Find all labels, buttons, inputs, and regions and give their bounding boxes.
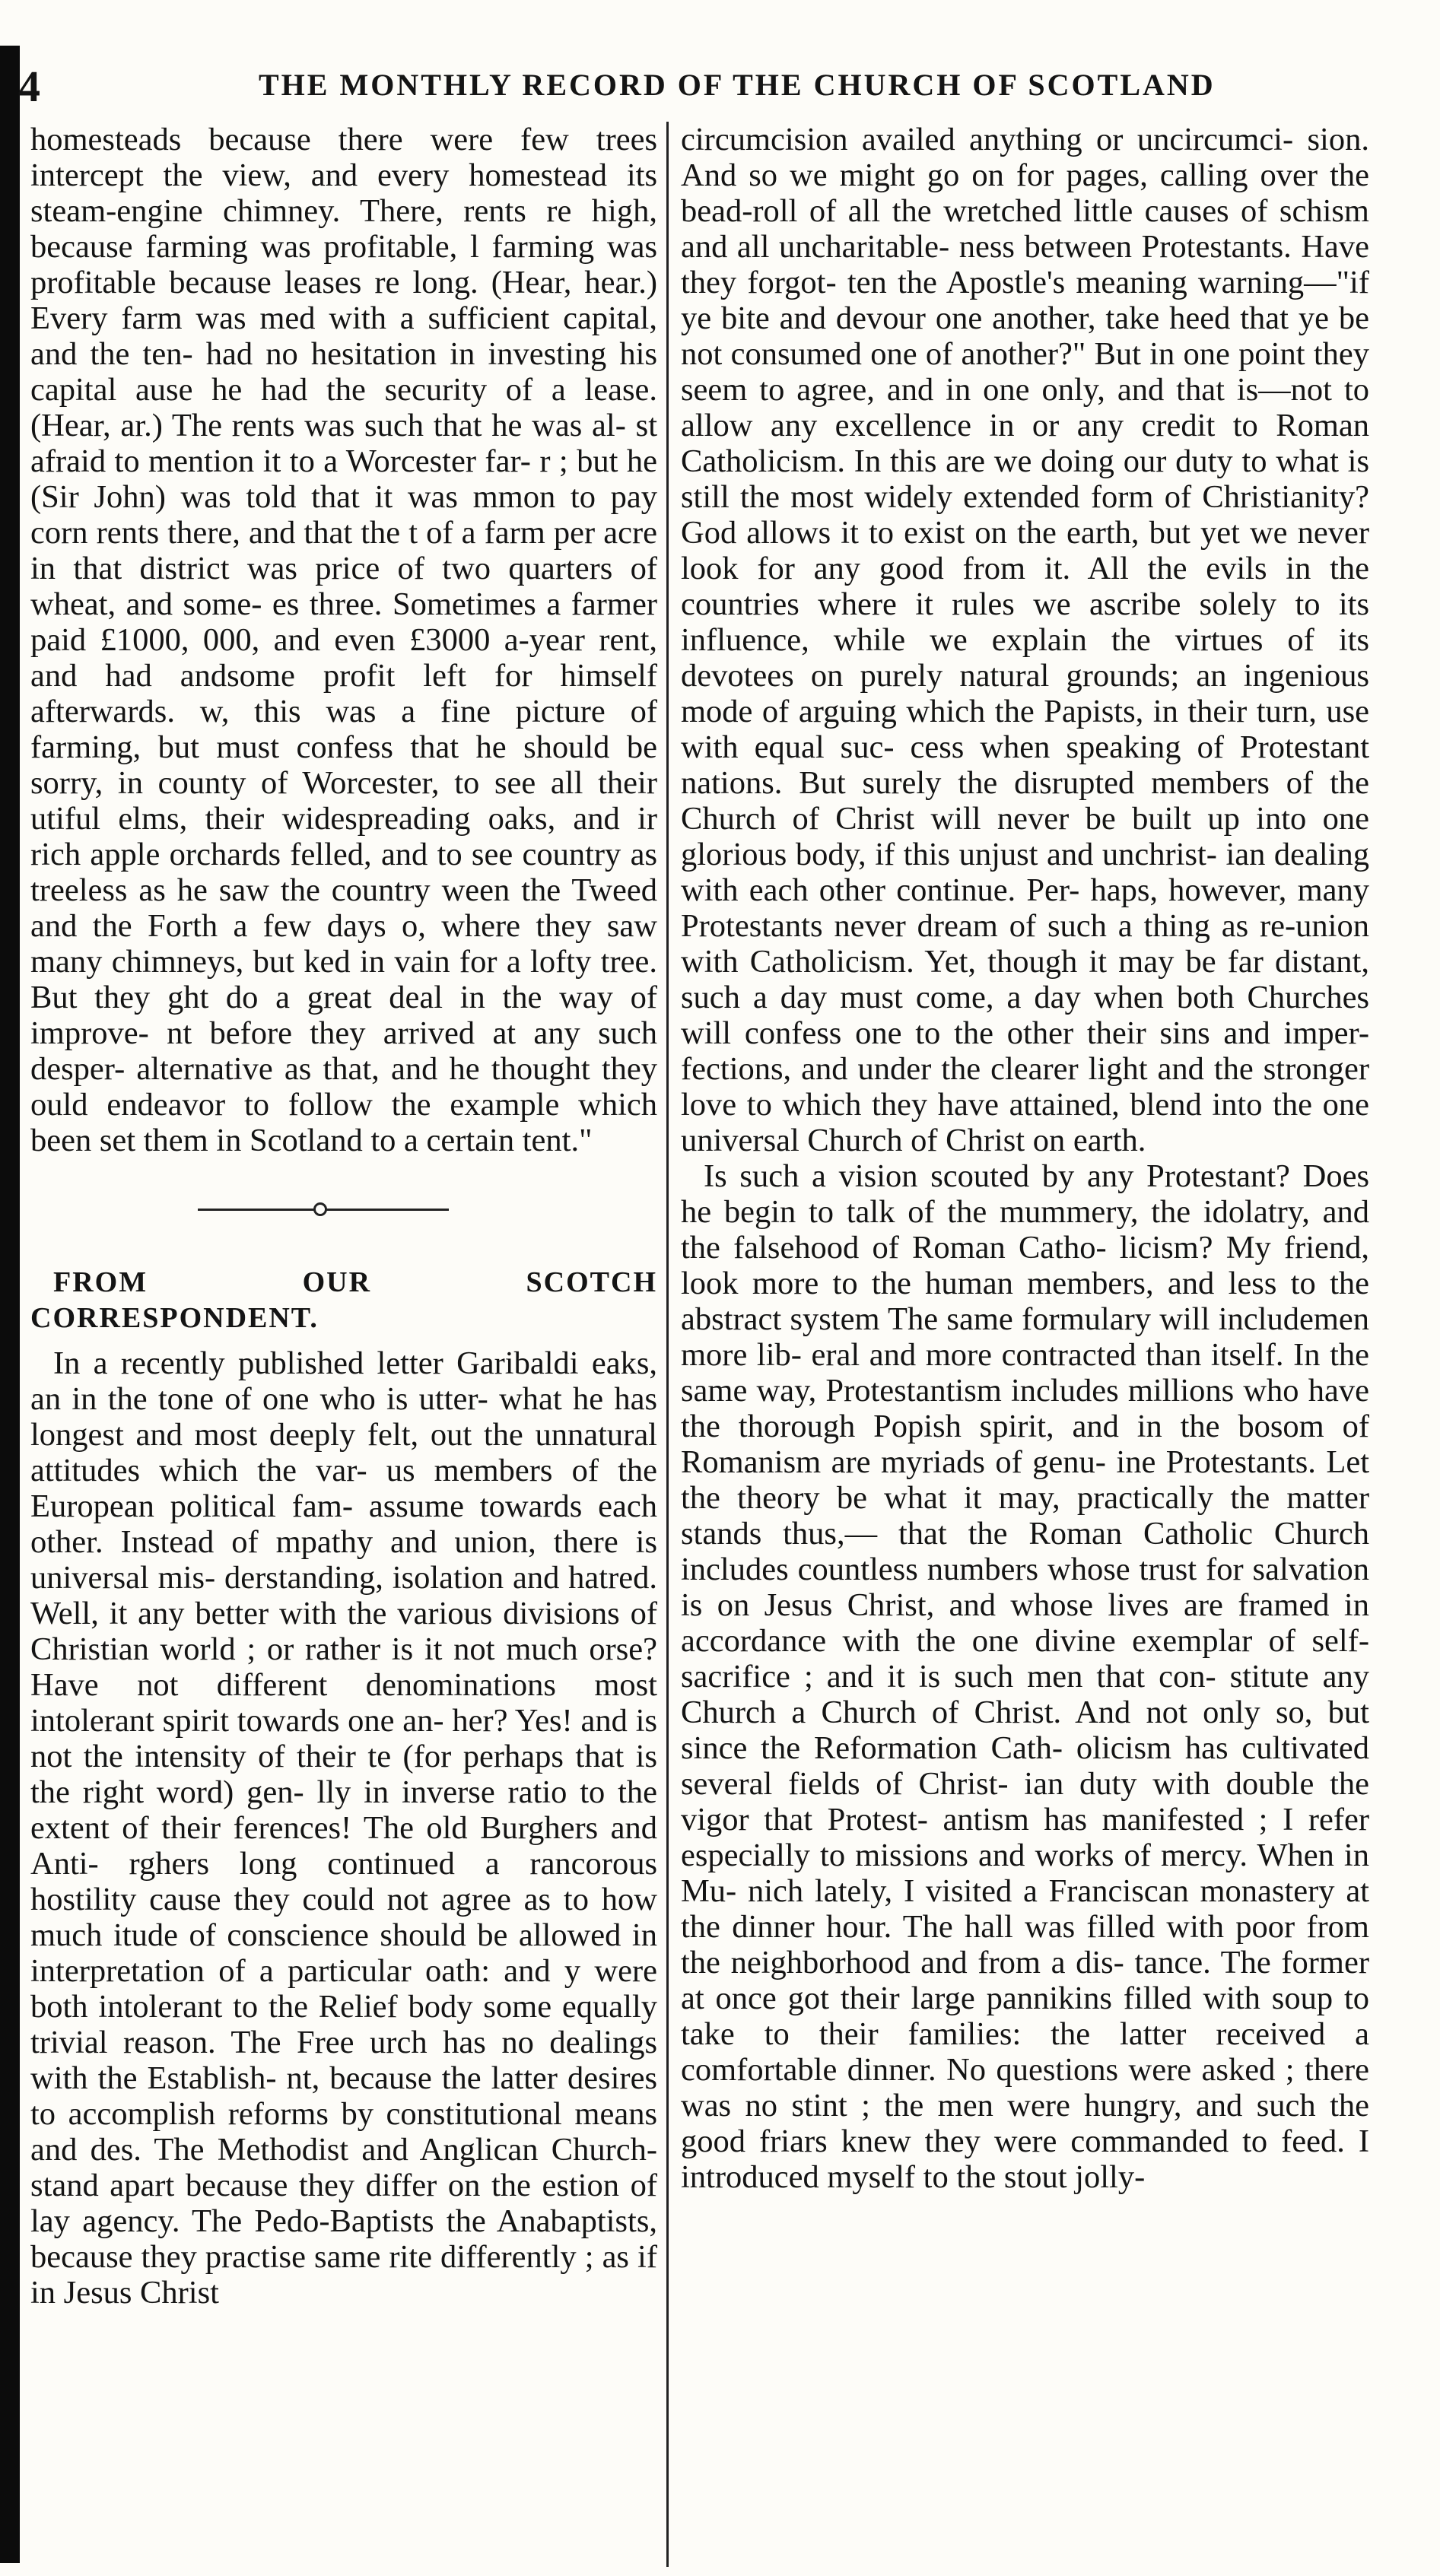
- page-edge-shadow: [0, 46, 20, 2563]
- right-paragraph-1: circumcision availed anything or uncircumci- sion. And so we might go on for pages, calling over the bead-roll of all the wretched little causes of schism and all uncharitable- ness between Protestants. Have they forgot- ten the Apostle's meaning warning—"if ye bite and devour one another, take heed that ye be not consumed one of another?" But in one point they seem to agree, and in one only, and that is—not to allow any excellence in or any credit to Roman Catholicism. In this are we doing our duty to what is still the most widely extended form of Christianity? God allows it to exist on the earth, but yet we never look for any good from it. All the evils in the countries where it rules we ascribe solely to its influence, while we explain the virtues of its devotees on purely natural grounds; an ingenious mode of arguing which the Papists, in their turn, use with equal suc- cess when speaking of Protestant nations. But surely the disrupted members of the Church of Christ will never be built up into one glorious body, if this unjust and unchrist- ian dealing with each other continue. Per- haps, however, many Protestants never dream of such a thing as re-union with Catholicism. Yet, though it may be far distant, such a day must come, a day when both Churches will confess one to the other their sins and imper- fections, and under the clearer light and the stronger love to which they have attained, blend into the one universal Church of Christ on earth.: [681, 122, 1369, 1158]
- left-paragraph-2: In a recently published letter Garibaldi eaks, an in the tone of one who is utter- what he has longest and most deeply felt, out the unnatural attitudes which the var- us members of the European political fam- assume towards each other. Instead of mpathy and union, there is universal mis- derstanding, isolation and hatred. Well, it any better with the various divisions of Christian world ; or rather is it not much orse? Have not different denominations most intolerant spirit towards one an- her? Yes! and is not the intensity of their te (for perhaps that is the right word) gen- lly in inverse ratio to the extent of their ferences! The old Burghers and Anti- rghers long continued a rancorous hostility cause they could not agree as to how much itude of conscience should be allowed in interpretation of a particular oath: and y were both intolerant to the Relief body some equally trivial reason. The Free urch has no dealings with the Establish- nt, because the latter desires to accomplish reforms by constitutional means and des. The Methodist and Anglican Church- stand apart because they differ on the estion of lay agency. The Pedo-Baptists the Anabaptists, because they practise same rite differently ; as if in Jesus Christ: [30, 1345, 657, 2311]
- left-paragraph-1: homesteads because there were few trees intercept the view, and every homestead its steam-engine chimney. There, rents re high, because farming was profitable, l farming was profitable because leases re long. (Hear, hear.) Every farm was med with a sufficient capital, and the ten- had no hesitation in investing his capital ause he had the security of a lease. (Hear, ar.) The rents was such that he was al- st afraid to mention it to a Worcester far- r ; but he (Sir John) was told that it was mmon to pay corn rents there, and that the t of a farm per acre in that district was price of two quarters of wheat, and some- es three. Sometimes a farmer paid £1000, 000, and even £3000 a-year rent, and had andsome profit left for himself afterwards. w, this was a fine picture of farming, but must confess that he should be sorry, in county of Worcester, to see all their utiful elms, their widespreading oaks, and ir rich apple orchards felled, and to see country as treeless as he saw the country ween the Tweed and the Forth a few days o, where they saw many chimneys, but ked in vain for a lofty tree. But they ght do a great deal in the way of improve- nt before they arrived at any such desper- alternative as that, and he thought they ould endeavor to follow the example which been set them in Scotland to a certain tent.": [30, 122, 657, 1158]
- right-column: [681, 122, 1369, 2567]
- divider-ornament: [313, 1202, 327, 1216]
- column-rule: [666, 122, 669, 2567]
- page-number: 4: [18, 62, 40, 111]
- section-divider: [30, 1158, 657, 1265]
- right-paragraph-2: Is such a vision scouted by any Protestant? Does he begin to talk of the mummery, the idolatry, and the falsehood of Roman Catho- licism? My friend, look more to the human members, and less to the abstract system The same formulary will includemen more lib- eral and more contracted than itself. In the same way, Protestantism includes millions who have the thorough Popish spirit, and in the bosom of Romanism are myriads of genu- ine Protestants. Let the theory be what it may, practically the matter stands thus,— that the Roman Catholic Church includes countless numbers whose trust for salvation is on Jesus Christ, and whose lives are framed in accordance with the one divine exemplar of self-sacrifice ; and it is such men that con- stitute any Church a Church of Christ. And not only so, but since the Reformation Cath- olicism has cultivated several fields of Christ- ian duty with double the vigor that Protest- antism has manifested ; I refer especially to missions and works of mercy. When in Mu- nich lately, I visited a Franciscan monastery at the dinner hour. The hall was filled with poor from the neighborhood and from a dis- tance. The former at once got their large pannikins filled with soup to take to their families: the latter received a comfortable dinner. No questions were asked ; there was no stint ; the men were hungry, and such the good friars knew they were commanded to feed. I introduced myself to the stout jolly-: [681, 1158, 1369, 2195]
- running-title: THE MONTHLY RECORD OF THE CHURCH OF SCOTLAND: [259, 68, 1216, 102]
- section-heading: FROM OUR SCOTCH CORRESPONDENT.: [30, 1266, 657, 1334]
- left-column: [30, 122, 657, 2567]
